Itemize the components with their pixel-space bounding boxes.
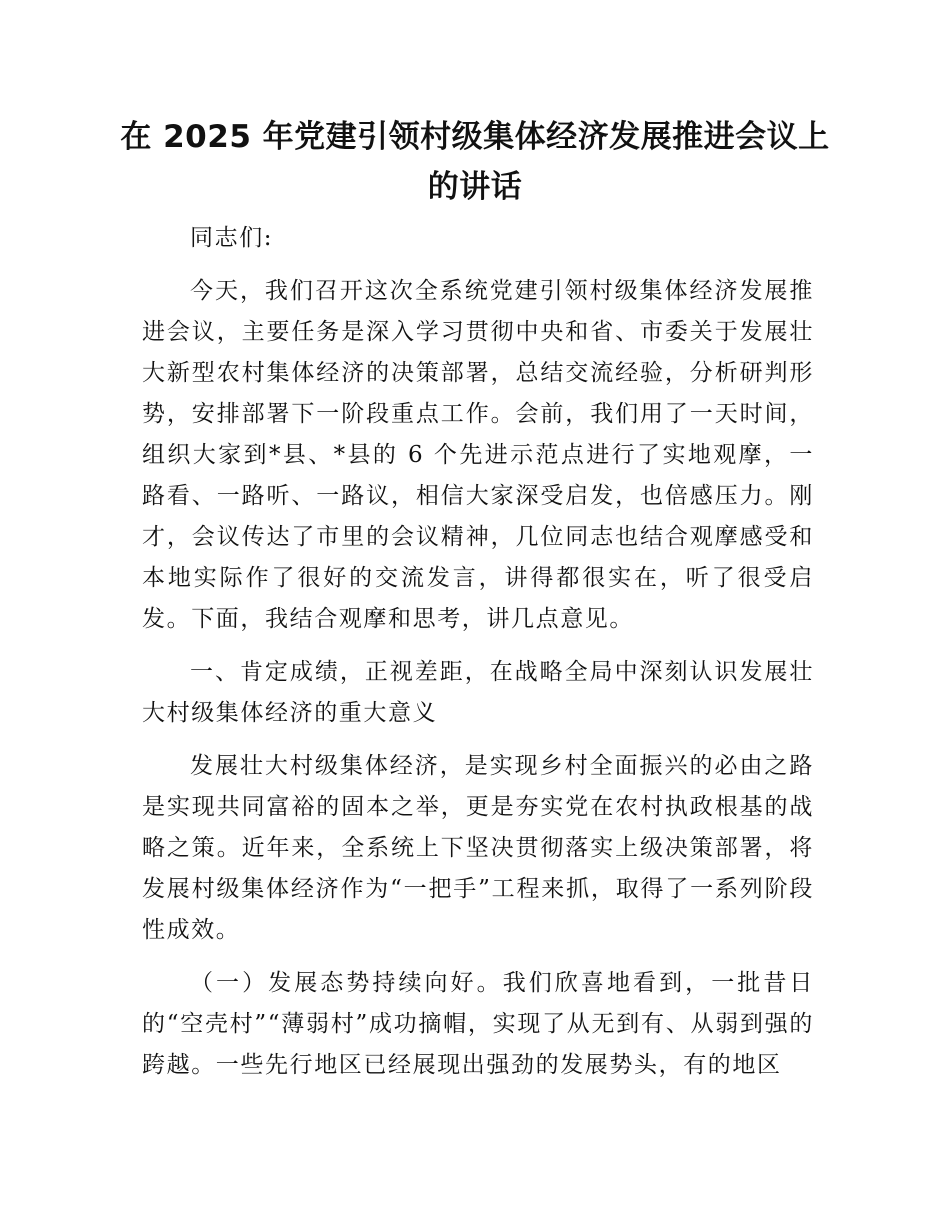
paragraph-subsection-1: （一）发展态势持续向好。我们欣喜地看到，一批昔日的“空壳村”“薄弱村”成功摘帽，实现了从无到有、从弱到强的跨越。一些先行地区已经展现出强劲的发展势头，有的地区 xyxy=(142,970,814,1078)
document-body xyxy=(142,218,814,1086)
page-title: 在 2025 年党建引领村级集体经济发展推进会议上的讲话 xyxy=(120,119,830,205)
paragraph-significance: 发展壮大村级集体经济，是实现乡村全面振兴的必由之路是实现共同富裕的固本之举，更是夯实党在农村执政根基的战略之策。近年来，全系统上下坚决贯彻落实上级决策部署，将发展村级集体经济作为“一把手”工程来抓，取得了一系列阶段性成效。 xyxy=(142,753,814,943)
section-heading-1: 一、肯定成绩，正视差距，在战略全局中深刻认识发展壮大村级集体经济的重大意义 xyxy=(142,659,814,726)
paragraph-intro: 今天，我们召开这次全系统党建引领村级集体经济发展推进会议，主要任务是深入学习贯彻中央和省、市委关于发展壮大新型农村集体经济的决策部署，总结交流经验，分析研判形势，安排部署下一阶段重点工作。会前，我们用了一天时间，组织大家到*县、*县的 6 个先进示范点进行了实地观摩，一路看、一路听、一路议，相信大家深受启发，也倍感压力。刚才，会议传达了市里的会议精神，几位同志也结合观摩感受和本地实际作了很好的交流发言，讲得都很实在，听了很受启发。下面，我结合观摩和思考，讲几点意见。 xyxy=(142,278,814,632)
salutation: 同志们: xyxy=(190,225,274,251)
